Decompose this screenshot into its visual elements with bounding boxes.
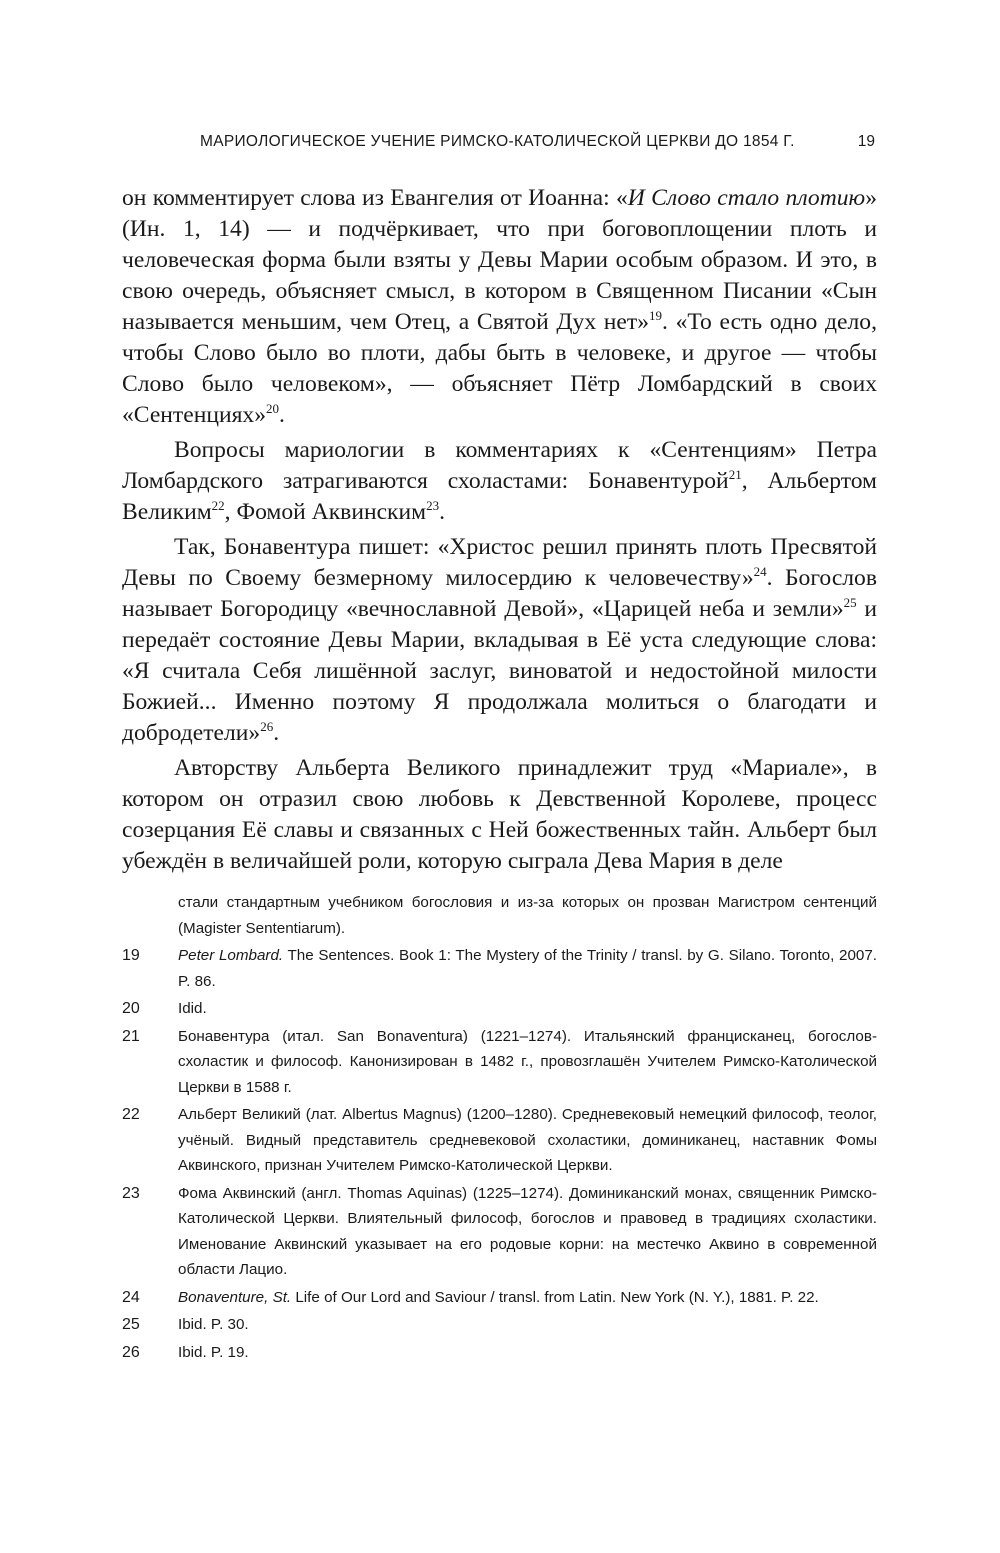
page-number: 19 [857, 133, 875, 150]
text-run: Так, Бонавентура пишет: «Христос решил принять плоть Пресвятой Девы по Своему безмерному милосердию к человечеству» [122, 534, 877, 591]
paragraph-1 [122, 183, 877, 431]
footnote-author: Peter Lombard. [178, 947, 284, 964]
footnote-ref-25: 25 [843, 595, 857, 611]
main-text [122, 183, 877, 877]
footnote-text: Ibid. P. 19. [178, 1343, 249, 1361]
text-run: . [439, 499, 445, 525]
running-head: МАРИОЛОГИЧЕСКОЕ УЧЕНИЕ РИМСКО-КАТОЛИЧЕСКОЙ ЦЕРКВИ ДО 1854 Г. [200, 133, 795, 150]
footnote-number: 21 [122, 1027, 140, 1045]
footnote-ref-24: 24 [753, 564, 767, 580]
text-run: . [273, 720, 280, 746]
footnote-number: 23 [122, 1184, 140, 1202]
footnote-text: Бонавентура (итал. San Bonaventura) (1221–1274). Итальянский францисканец, богослов-схоластик и философ. Канонизирован в 1482 г., провозглашён Учителем Римско-Католической Церкви в 1588 г. [178, 1027, 877, 1096]
footnote-number: 26 [122, 1343, 140, 1361]
footnote-23 [122, 1181, 877, 1283]
text-run: , Фомой Аквинским [224, 499, 427, 525]
footnote-number: 25 [122, 1316, 140, 1333]
footnote-number: 20 [122, 1000, 140, 1017]
text-run: . Богослов называет Богородицу «вечнославной Девой», «Царицей неба и земли» [122, 565, 877, 622]
text-run: и передаёт состояние Девы Марии, вкладывая в Её уста следующие слова: «Я считала Себя лишённой заслуг, виноватой и недостойной милости Божией... Именно поэтому Я продолжала молиться о благодати и добродетели» [122, 596, 877, 746]
footnote-24 [122, 1285, 877, 1311]
text-run: . «То есть одно дело, чтобы Слово было во плоти, дабы быть в человеке, и другое — чтобы Слово было человеком», — объясняет Пётр Ломбардский в своих «Сентенциях» [122, 309, 877, 428]
footnotes [122, 890, 877, 1365]
footnote-26 [122, 1340, 877, 1366]
footnote-text: Ibid. P. 30. [178, 1316, 249, 1333]
footnote-ref-20: 20 [266, 401, 280, 417]
footnote-22 [122, 1102, 877, 1179]
text-run: » (Ин. 1, 14) — и подчёркивает, что при боговоплощении плоть и человеческая форма были взяты у Девы Марии особым образом. И это, в свою очередь, объясняет смысл, в котором в Священном Писании «Сын называется меньшим, чем Отец, а Святой Дух нет» [122, 185, 877, 335]
footnote-text: Life of Our Lord and Saviour / transl. from Latin. New York (N. Y.), 1881. P. 22. [291, 1288, 819, 1306]
footnote-text: Idid. [178, 1000, 207, 1017]
paragraph-3 [122, 532, 877, 749]
footnote-author: Bonaventure, St. [178, 1288, 292, 1306]
text-run: , Альбертом Великим [122, 468, 877, 525]
footnote-text: Фома Аквинский (англ. Thomas Aquinas) (1225–1274). Доминиканский монах, священник Римско-Католической Церкви. Влиятельный философ, богослов и правовед в традициях схоластики. Именование Аквинский указывает на его родовые корни: на местечко Аквино в современной области Лацио. [178, 1184, 877, 1278]
footnote-ref-19: 19 [649, 308, 663, 324]
footnote-number: 24 [122, 1288, 140, 1306]
footnote-25 [122, 1312, 877, 1338]
text-run: . [279, 402, 285, 428]
footnote-ref-22: 22 [211, 498, 225, 514]
footnote-text: The Sentences. Book 1: The Mystery of the Trinity / transl. by G. Silano. Toronto, 2007. P. 86. [178, 947, 877, 990]
text-run: Вопросы мариологии в комментариях к «Сентенциям» Петра Ломбардского затрагиваются схоластами: Бонавентурой [122, 437, 877, 494]
footnote-continuation: стали стандартным учебником богословия и из-за которых он прозван Магистром сентенций (Magister Sententiarum). [178, 894, 877, 937]
footnote-text: Альберт Великий (лат. Albertus Magnus) (1200–1280). Средневековый немецкий философ, теолог, учёный. Видный представитель средневековой схоластики, доминиканец, наставник Фомы Аквинского, признан Учителем Римско-Католической Церкви. [178, 1106, 877, 1174]
footnote-ref-23: 23 [426, 498, 440, 514]
text-run: он комментирует слова из Евангелия от Иоанна: « [122, 185, 628, 211]
italic-quote: И Слово стало плотию [627, 185, 866, 211]
footnote-21 [122, 1024, 877, 1101]
footnote-number: 22 [122, 1106, 140, 1123]
footnote-ref-21: 21 [728, 467, 742, 483]
footnote-20 [122, 996, 877, 1022]
footnote-number: 19 [122, 947, 140, 964]
footnote-19 [122, 943, 877, 994]
paragraph-4: Авторству Альберта Великого принадлежит труд «Мариале», в котором он отразил свою любовь к Девственной Королеве, процесс созерцания Её славы и связанных с Ней божественных тайн. Альберт был убеждён в величайшей роли, которую сыграла Дева Мария в деле [122, 755, 877, 874]
footnote-ref-26: 26 [260, 719, 274, 735]
paragraph-2 [122, 435, 877, 528]
